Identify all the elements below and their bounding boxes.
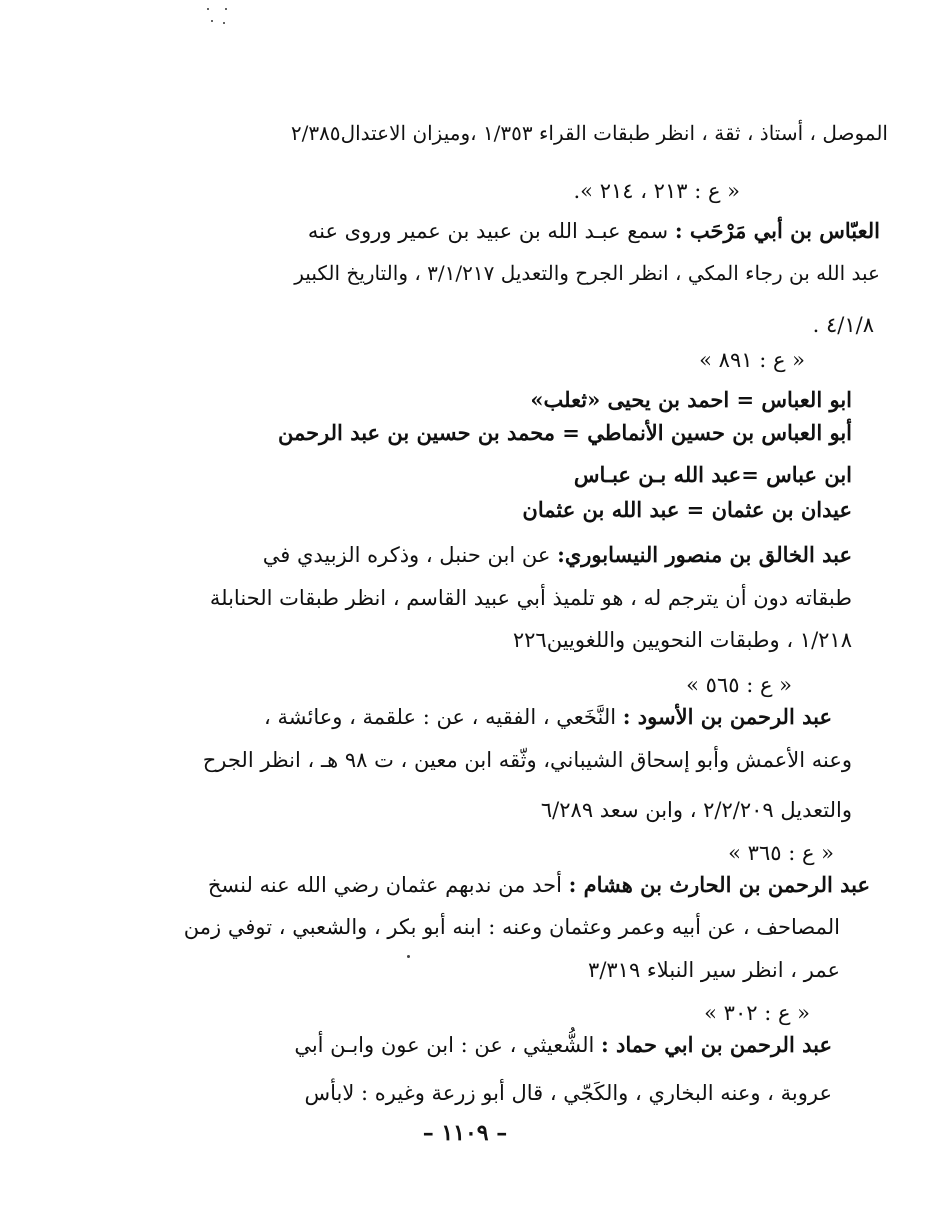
entry-line: الموصل ، أستاذ ، ثقة ، انظر طبقات القراء ١/٣٥٣ ،وميزان الاعتدال٢/٣٨٥	[290, 121, 888, 145]
entry-line: عبد الله بن رجاء المكي ، انظر الجرح والتعديل ٣/١/٢١٧ ، والتاريخ الكبير	[294, 261, 880, 285]
entry-reference-code: « ع : ٨٩١ »	[699, 348, 805, 372]
corner-marks	[205, 6, 235, 28]
entry-heading: عبد الرحمن بن الأسود :	[622, 704, 832, 729]
entry-line: عمر ، انظر سير النبلاء ٣/٣١٩	[588, 958, 840, 982]
entry-reference-code: « ع : ٣٦٥ »	[728, 841, 834, 865]
entry-line: وعنه الأعمش وأبو إسحاق الشيباني، وثّقه ابن معين ، ت ٩٨ هـ ، انظر الجرح	[202, 748, 852, 772]
ink-speck	[407, 955, 410, 958]
entry-line	[263, 540, 852, 570]
entry-heading: عبد الرحمن بن ابي حماد :	[600, 1032, 832, 1057]
entry-heading: عبد الخالق بن منصور النيسابوري:	[557, 542, 852, 567]
entry-line: ١/٢١٨ ، وطبقات النحويين واللغويين٢٢٦	[512, 628, 852, 652]
entry-reference-code: « ع : ٥٦٥ »	[686, 673, 792, 697]
cross-reference: ابن عباس =عبد الله بـن عبـاس	[573, 462, 852, 487]
cross-reference: ابو العباس = احمد بن يحيى «ثعلب»	[530, 387, 852, 412]
entry-line: المصاحف ، عن أبيه وعمر وعثمان وعنه : ابنه أبو بكر ، والشعبي ، توفي زمن	[183, 915, 840, 939]
entry-line: ٤/١/٨ .	[812, 313, 874, 337]
entry-text: النَّخَعي ، الفقيه ، عن : علقمة ، وعائشة ،	[264, 705, 623, 729]
entry-line: والتعديل ٢/٢/٢٠٩ ، وابن سعد ٦/٢٨٩	[540, 798, 852, 822]
entry-reference-code: « ع : ٢١٣ ، ٢١٤ ».	[573, 179, 740, 203]
entry-line	[208, 870, 870, 900]
cross-reference: عيدان بن عثمان = عبد الله بن عثمان	[522, 497, 852, 522]
entry-line	[308, 216, 880, 246]
entry-heading: العبّاس بن أبي مَرْحَب :	[674, 218, 880, 243]
entry-text: الشُّعيثي ، عن : ابن عون وابـن أبي	[294, 1033, 601, 1057]
entry-text: سمع عبـد الله بن عبيد بن عمير وروى عنه	[307, 219, 675, 243]
cross-reference: أبو العباس بن حسين الأنماطي = محمد بن حسين بن عبد الرحمن	[277, 420, 852, 445]
entry-reference-code: « ع : ٣٠٢ »	[704, 1001, 810, 1025]
entry-line: طبقاته دون أن يترجم له ، هو تلميذ أبي عبيد القاسم ، انظر طبقات الحنابلة	[209, 586, 852, 610]
entry-text: أحد من ندبهم عثمان رضي الله عنه لنسخ	[207, 873, 569, 897]
entry-heading: عبد الرحمن بن الحارث بن هشام :	[568, 872, 870, 897]
entry-text: عن ابن حنبل ، وذكره الزبيدي في	[262, 543, 558, 567]
entry-line	[294, 1030, 832, 1060]
entry-line: عروبة ، وعنه البخاري ، والكَجّي ، قال أبو زرعة وغيره : لابأس	[304, 1081, 832, 1105]
entry-line	[264, 702, 832, 732]
page-number: – ١١٠٩ –	[422, 1120, 508, 1146]
